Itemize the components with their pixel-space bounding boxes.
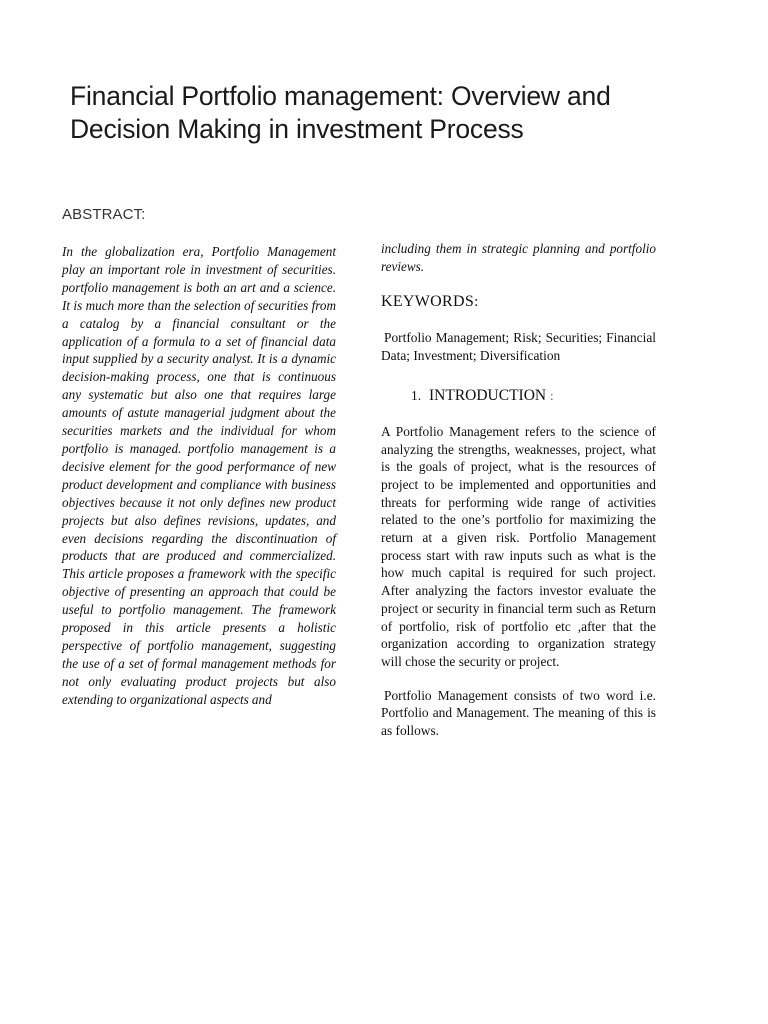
introduction-heading-colon: : xyxy=(549,387,554,403)
keywords-heading-label: KEYWORDS xyxy=(381,292,475,310)
keywords-text: Portfolio Management; Risk; Securities; Financial Data; Investment; Diversification xyxy=(381,329,656,363)
abstract-text-continued: including them in strategic planning and portfolio reviews. xyxy=(381,241,656,274)
abstract-text-left-column: In the globalization era, Portfolio Management play an important role in investment of securities. portfolio management is both an art and a science. It is much more than the selection of securities from a catalog by a financial consultant or the application of a formula to a set of financial data input supplied by a security analyst. It is a dynamic decision-making process, one that is continuous any systematic but also one that requires large amounts of astute managerial judgment about the securities markets and the individual for whom portfolio is managed. portfolio management is a decisive element for the good performance of new product development and compliance with business objectives because it not only defines new product projects but also defines revisions, updates, and even decisions regarding the discontinuation of products that are produced and commercialized. This article proposes a framework with the specific objective of presenting an approach that could be useful to portfolio management. The framework proposed in this article presents a holistic perspective of portfolio management, suggesting the use of a set of formal management methods for not only evaluating product projects but also extending to organizational aspects and xyxy=(62,244,336,707)
introduction-paragraph-2: Portfolio Management consists of two word i.e. Portfolio and Management. The meaning of this is as follows. xyxy=(381,687,656,739)
abstract-heading: ABSTRACT: xyxy=(62,206,146,223)
introduction-paragraph-1: A Portfolio Management refers to the science of analyzing the strengths, weaknesses, project, what is the goals of project, what is the resources of project to be implemented and opportunities and threats for performing wide range of activities related to the one’s portfolio for maximizing the return at a given risk. Portfolio Management process start with raw inputs such as what is the how much capital is required for such project. After analyzing the factors investor evaluate the project or security in financial term such as Return of portfolio, risk of portfolio etc ,after that the organization according to organization strategy will chose the security or project. xyxy=(381,423,656,669)
introduction-heading-label: INTRODUCTION xyxy=(429,386,547,404)
paper-title: Financial Portfolio management: Overview and Decision Making in investment Process xyxy=(70,81,611,144)
section-number: 1. xyxy=(411,387,422,403)
introduction-heading xyxy=(411,387,656,405)
keywords-heading-colon: : xyxy=(474,293,479,310)
right-column xyxy=(381,240,656,740)
keywords-heading xyxy=(381,293,656,311)
